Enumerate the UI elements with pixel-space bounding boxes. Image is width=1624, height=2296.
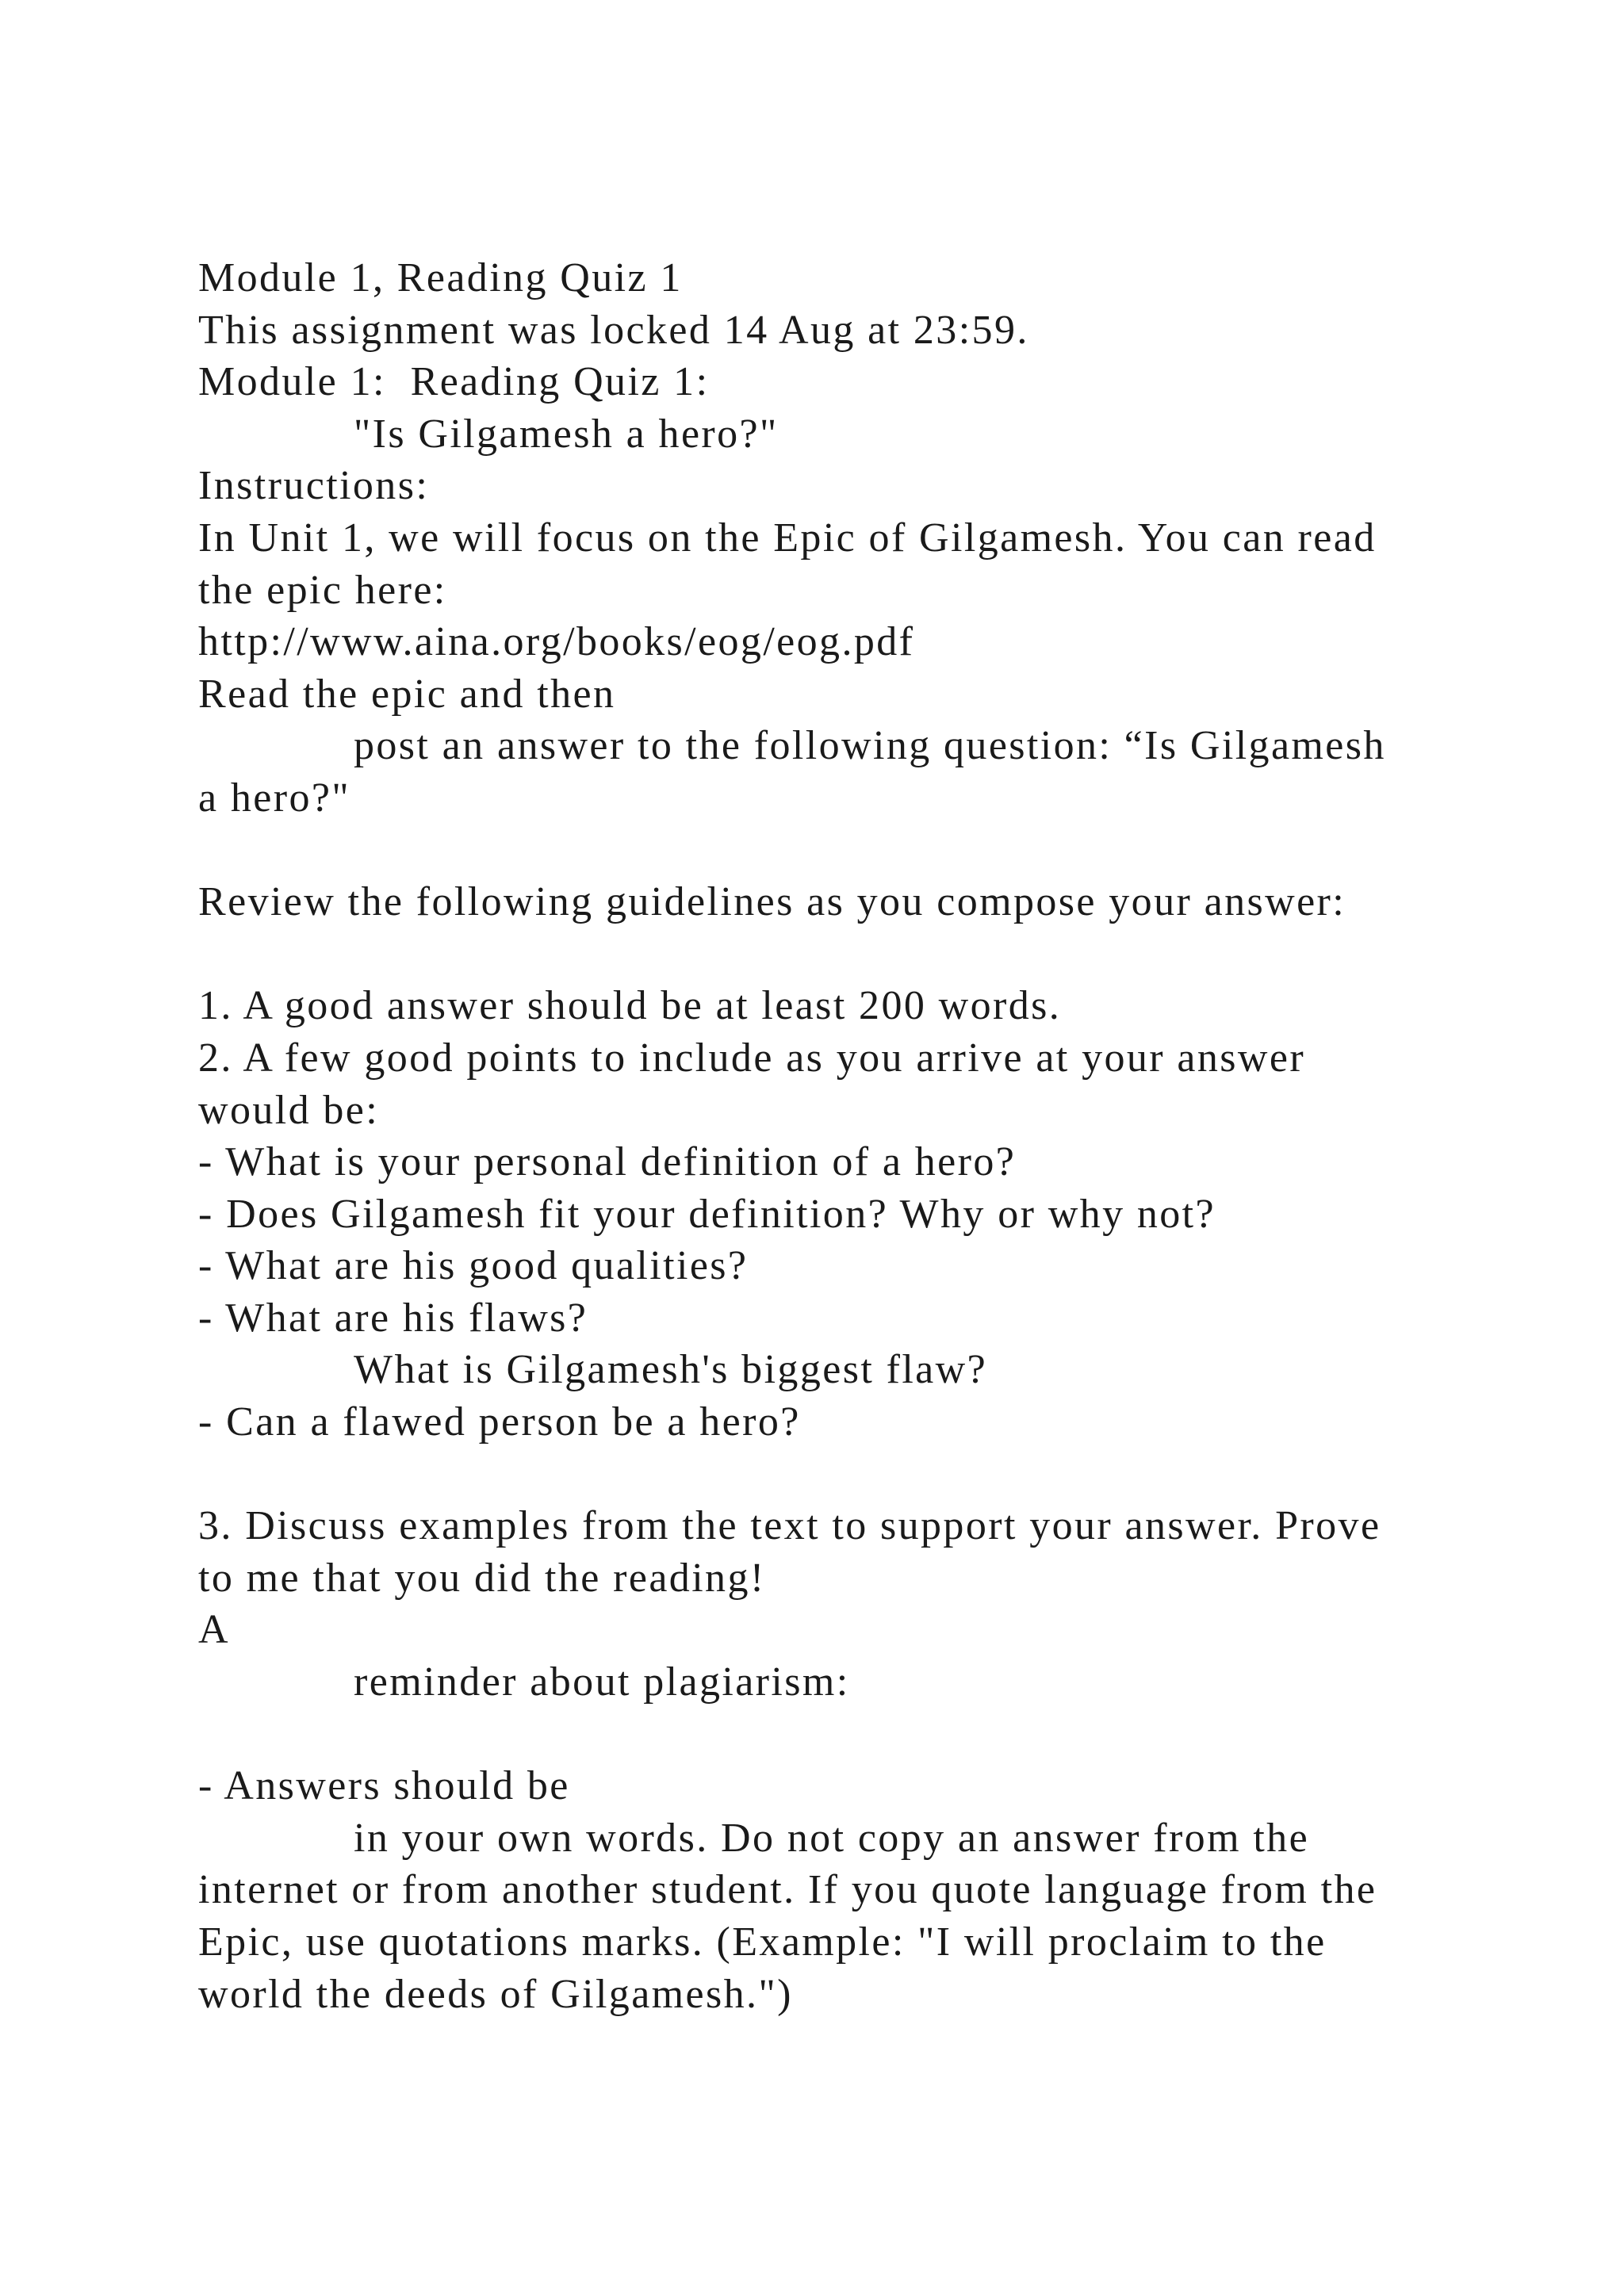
- guideline-subitem: - What are his good qualities?: [198, 1243, 749, 1289]
- plagiarism-item: - Answers should be: [198, 1763, 570, 1809]
- guideline-subitem: - Does Gilgamesh fit your definition? Why or why not?: [198, 1191, 1216, 1237]
- guideline-subitem: - What are his flaws?: [198, 1295, 588, 1341]
- guideline-item: to me that you did the reading!: [198, 1555, 766, 1601]
- instructions-line: In Unit 1, we will focus on the Epic of Gilgamesh. You can read: [198, 515, 1377, 561]
- blank-line: [198, 825, 1435, 877]
- quiz-title: Module 1, Reading Quiz 1: [198, 255, 683, 300]
- guideline-item: would be:: [198, 1087, 380, 1133]
- blank-line: [198, 928, 1435, 981]
- instructions-line: the epic here:: [198, 567, 447, 613]
- blank-line: [198, 1448, 1435, 1501]
- instructions-line: Read the epic and then: [198, 671, 616, 717]
- document-body: [198, 252, 1435, 2020]
- plagiarism-heading: reminder about plagiarism:: [354, 1659, 850, 1705]
- quiz-heading: Module 1: Reading Quiz 1:: [198, 359, 710, 405]
- lock-notice: This assignment was locked 14 Aug at 23:59.: [198, 307, 1029, 353]
- instructions-heading: Instructions:: [198, 463, 430, 509]
- guideline-subitem: - Can a flawed person be a hero?: [198, 1399, 801, 1445]
- plagiarism-heading: A: [198, 1607, 230, 1653]
- blank-line: [198, 1709, 1435, 1761]
- guidelines-intro: Review the following guidelines as you compose your answer:: [198, 879, 1346, 925]
- guideline-subitem: - What is your personal definition of a hero?: [198, 1139, 1017, 1185]
- guideline-item: 1. A good answer should be at least 200 words.: [198, 983, 1062, 1029]
- instructions-line: a hero?": [198, 775, 350, 821]
- guideline-item: 3. Discuss examples from the text to support your answer. Prove: [198, 1503, 1381, 1549]
- epic-link: http://www.aina.org/books/eog/eog.pdf: [198, 619, 915, 665]
- guideline-subitem: What is Gilgamesh's biggest flaw?: [354, 1347, 988, 1393]
- plagiarism-item: in your own words. Do not copy an answer from the: [354, 1815, 1310, 1861]
- plagiarism-item: Epic, use quotations marks. (Example: "I will proclaim to the: [198, 1919, 1327, 1965]
- instructions-line: post an answer to the following question: “Is Gilgamesh: [354, 723, 1386, 769]
- plagiarism-item: internet or from another student. If you quote language from the: [198, 1867, 1377, 1913]
- quiz-question: "Is Gilgamesh a hero?": [354, 411, 779, 457]
- guideline-item: 2. A few good points to include as you arrive at your answer: [198, 1035, 1306, 1081]
- plagiarism-item: world the deeds of Gilgamesh."): [198, 1971, 793, 2017]
